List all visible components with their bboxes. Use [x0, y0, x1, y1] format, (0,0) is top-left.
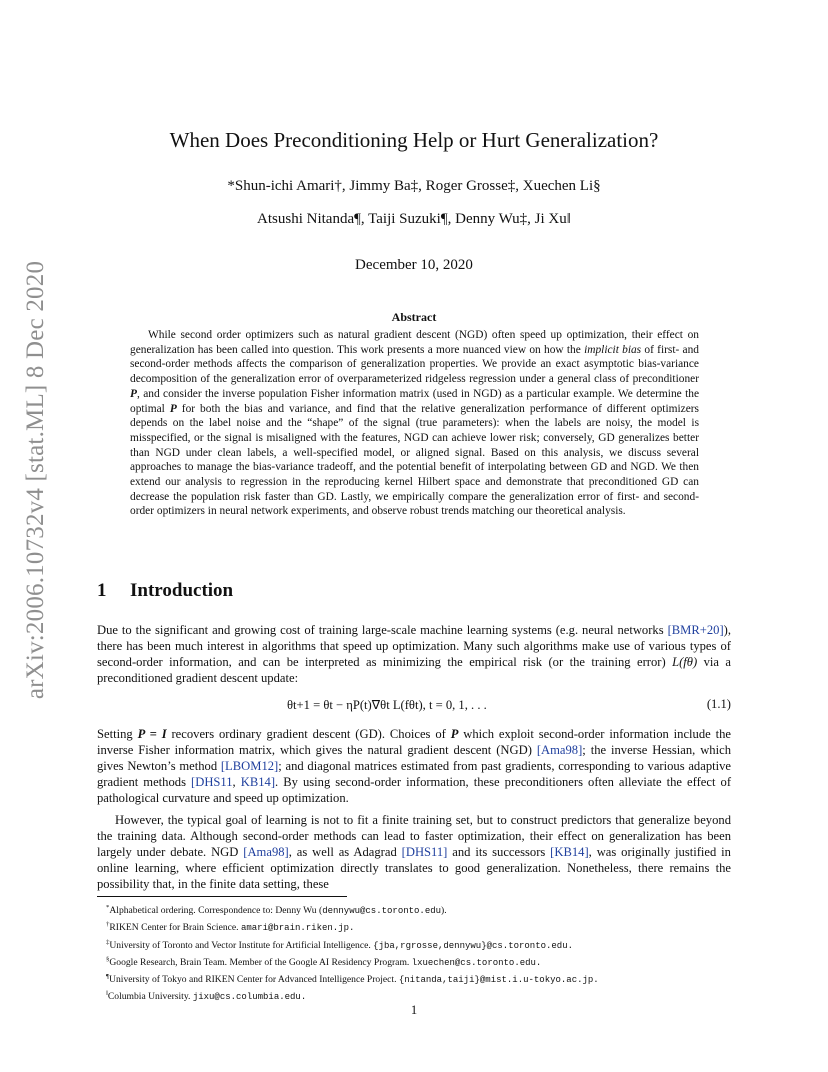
section-number: 1: [97, 580, 107, 601]
inline-math: P = I: [137, 727, 167, 741]
paper-title: When Does Preconditioning Help or Hurt Generalization?: [169, 128, 659, 152]
page-number: 1: [410, 1003, 418, 1017]
intro-paragraph-2: Setting P = I recovers ordinary gradient descent (GD). Choices of P which exploit second-order information include the inverse Fisher information matrix, which gives the natural gradient descent (NGD) [Ama98]; the inverse Hessian, which gives Newton’s method [LBOM12]; and diagonal matrices estimated from past gradients, corresponding to various adaptive gradient methods [DHS11, KB14]. By using second-order information, these preconditioners often alleviate the effect of pathological curvature and speed up optimization.: [97, 727, 732, 805]
inline-math: L(fθ): [672, 655, 698, 669]
author-line-1: *Shun-ichi Amari†, Jimmy Ba‡, Roger Grosse‡, Xuechen Li§: [227, 178, 601, 194]
author-line-2: Atsushi Nitanda¶, Taiji Suzuki¶, Denny Wu‡, Ji Xu‖: [257, 211, 571, 227]
intro-paragraph-1: Due to the significant and growing cost of training large-scale machine learning systems (e.g. neural networks [BMR+20]), there has been much interest in algorithms that speed up optimization. Many such algorithms make use of various types of second-order information, and can be interpreted as minimizing the empirical risk (or the training error) L(fθ) via a preconditioned gradient descent update:: [97, 623, 731, 685]
footnote-6: ‖Columbia University. jixu@cs.columbia.edu.: [106, 990, 307, 1003]
footnote-4: §Google Research, Brain Team. Member of the Google AI Residency Program. lxuechen@cs.toronto.edu.: [106, 955, 542, 969]
footnote-2: †RIKEN Center for Brain Science. amari@brain.riken.jp.: [106, 921, 355, 934]
footnote-1: *Alphabetical ordering. Correspondence to: Denny Wu (dennywu@cs.toronto.edu).: [106, 904, 447, 917]
arxiv-sidebar: [14, 260, 58, 700]
abstract-math-p: P: [130, 387, 137, 400]
abstract-text: While second order optimizers such as natural gradient descent (NGD) often speed up optimization, their effect on generalization has been called into question. This work presents a more nuanced view on how the implicit bias of first- and second-order methods affects the comparison of generalization properties. We provide an exact asymptotic bias-variance decomposition of the generalization error of overparameterized ridgeless regression under a general class of preconditioner P, and consider the inverse population Fisher information matrix (used in NGD) as a particular example. We determine the optimal P for both the bias and variance, and find that the relative generalization performance of different optimizers depends on the label noise and the “shape” of the signal (true parameters): when the labels are noisy, the model is misspecified, or the signal is misaligned with the features, NGD can achieve lower risk; conversely, GD generalizes better than NGD under clean labels, a well-specified model, or aligned signal. Based on this analysis, we discuss several approaches to manage the bias-variance tradeoff, and the potential benefit of interpolating between GD and NGD. We then extend our analysis to regression in the reproducing kernel Hilbert space and demonstrate that preconditioned GD can decrease the population risk faster than GD. Lastly, we empirically compare the generalization error of first- and second-order optimizers in neural network experiments, and observe robust trends matching our theoretical analysis.: [130, 329, 699, 518]
citation-link[interactable]: [LBOM12]: [220, 759, 279, 773]
citation-link[interactable]: [Ama98]: [243, 845, 289, 859]
citation-link[interactable]: [Ama98]: [536, 743, 583, 757]
section-title: Introduction: [130, 580, 234, 601]
email-link[interactable]: lxuechen@cs.toronto.edu.: [411, 958, 542, 969]
arxiv-identifier: arXiv:2006.10732v4 [stat.ML] 8 Dec 2020: [22, 260, 49, 700]
footnote-5: ¶University of Tokyo and RIKEN Center for Advanced Intelligence Project. {nitanda,taiji}@mist.i.u-tokyo.ac.jp.: [106, 973, 599, 986]
equation-body: θt+1 = θt − ηP(t)∇θt L(fθt), t = 0, 1, . . .: [287, 698, 487, 712]
abstract-emphasis: implicit bias: [584, 343, 642, 356]
footnote-divider: [97, 896, 347, 897]
email-link[interactable]: dennywu@cs.toronto.edu: [322, 906, 442, 917]
footnote-3: ‡University of Toronto and Vector Institute for Artificial Intelligence. {jba,rgrosse,dennywu}@cs.toronto.edu.: [106, 938, 574, 951]
citation-link[interactable]: [DHS11: [191, 775, 233, 789]
footnotes: [106, 901, 731, 1005]
citation-link[interactable]: [BMR+20]: [667, 623, 724, 637]
abstract-math-p: P: [169, 402, 177, 415]
intro-paragraph-3: However, the typical goal of learning is not to fit a finite training set, but to construct predictors that generalize beyond the training data. Although second-order methods can lead to faster optimization, their effect on generalization has been largely under debate. NGD [Ama98], as well as Adagrad [DHS11] and its successors [KB14], was originally justified in online learning, where efficient optimization directly translates to good generalization. Nonetheless, there remains the possibility that, in the finite data setting, these: [97, 813, 731, 891]
email-link[interactable]: {jba,rgrosse,dennywu}@cs.toronto.edu.: [373, 940, 574, 951]
citation-link[interactable]: KB14]: [240, 775, 276, 789]
equation-number: (1.1): [706, 697, 731, 711]
equation-1-1: [97, 697, 731, 715]
email-link[interactable]: amari@brain.riken.jp.: [240, 923, 355, 934]
email-link[interactable]: jixu@cs.columbia.edu.: [192, 992, 307, 1003]
email-link[interactable]: {nitanda,taiji}@mist.i.u-tokyo.ac.jp.: [398, 975, 599, 986]
inline-math: P: [450, 727, 459, 741]
citation-link[interactable]: [KB14]: [550, 845, 589, 859]
section-heading: [97, 580, 233, 602]
citation-link[interactable]: [DHS11]: [401, 845, 448, 859]
paper-date: December 10, 2020: [355, 257, 473, 273]
abstract-heading: Abstract: [391, 310, 437, 324]
